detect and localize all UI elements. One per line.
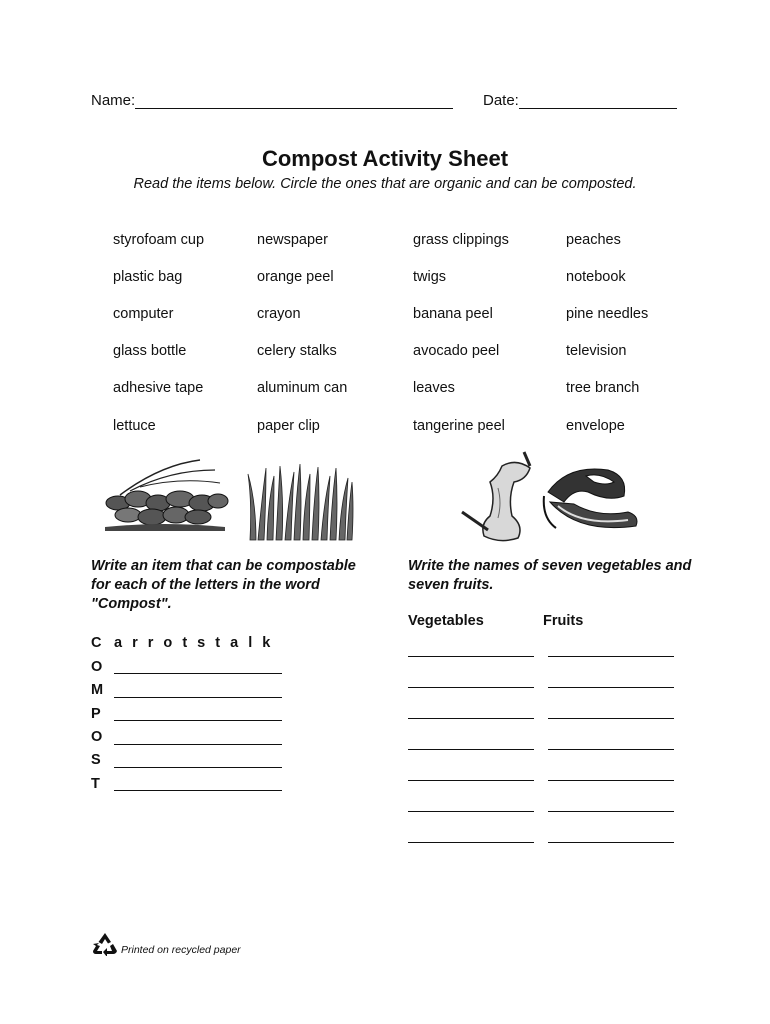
list-item[interactable]: crayon — [257, 306, 301, 322]
list-item[interactable]: adhesive tape — [113, 380, 204, 396]
vegetable-line[interactable] — [408, 842, 534, 843]
date-blank[interactable] — [519, 94, 677, 109]
list-item[interactable]: pine needles — [566, 306, 649, 322]
list-item[interactable]: glass bottle — [113, 343, 187, 359]
letter-t: T — [91, 776, 100, 792]
example-answer: a r r o t s t a l k — [114, 635, 274, 651]
apple-core-icon — [454, 448, 538, 544]
answer-line[interactable] — [114, 697, 282, 698]
list-item[interactable]: avocado peel — [413, 343, 500, 359]
list-item[interactable]: celery stalks — [257, 343, 337, 359]
vegetable-line[interactable] — [408, 718, 534, 719]
fruit-line[interactable] — [548, 780, 674, 781]
fruit-line[interactable] — [548, 811, 674, 812]
letter-p: P — [91, 706, 101, 722]
letter-c: C — [91, 635, 102, 651]
fruit-line[interactable] — [548, 656, 674, 657]
leaves-pile-icon — [100, 455, 230, 540]
list-item[interactable]: television — [566, 343, 627, 359]
list-item[interactable]: styrofoam cup — [113, 232, 205, 248]
answer-line[interactable] — [114, 790, 282, 791]
grass-icon — [244, 462, 356, 542]
answer-line[interactable] — [114, 720, 282, 721]
name-label: Name: — [91, 92, 136, 109]
page-title: Compost Activity Sheet — [261, 146, 509, 171]
name-field — [91, 92, 453, 109]
letter-m: M — [91, 682, 104, 698]
answer-line[interactable] — [114, 744, 282, 745]
footer-note: Printed on recycled paper — [121, 944, 241, 956]
letter-o: O — [91, 729, 103, 745]
vegetable-line[interactable] — [408, 656, 534, 657]
list-item[interactable]: twigs — [413, 269, 447, 285]
list-item[interactable]: notebook — [566, 269, 626, 285]
fruit-line[interactable] — [548, 842, 674, 843]
instructions: Read the items below. Circle the ones that are organic and can be composted. — [133, 176, 637, 192]
fruits-heading: Fruits — [543, 613, 584, 629]
letter-o: O — [91, 659, 103, 675]
list-item[interactable]: paper clip — [257, 418, 320, 434]
vegetables-heading: Vegetables — [408, 613, 484, 629]
veg-fruit-section-heading: Write the names of seven vegetables and seven fruits. — [408, 558, 692, 593]
list-item[interactable]: envelope — [566, 418, 625, 434]
banana-peel-icon — [538, 462, 642, 540]
list-item[interactable]: peaches — [566, 232, 621, 248]
answer-line[interactable] — [114, 673, 282, 674]
list-item[interactable]: leaves — [413, 380, 455, 396]
answer-line[interactable] — [114, 767, 282, 768]
list-item[interactable]: plastic bag — [113, 269, 183, 285]
list-item[interactable]: orange peel — [257, 269, 334, 285]
compost-section-heading: Write an item that can be compostable for each of the letters in the word "Compost". — [91, 558, 356, 612]
list-item[interactable]: newspaper — [257, 232, 328, 248]
fruit-line[interactable] — [548, 687, 674, 688]
letter-s: S — [91, 752, 101, 768]
name-blank[interactable] — [135, 94, 453, 109]
date-label: Date: — [483, 92, 519, 109]
list-item[interactable]: banana peel — [413, 306, 493, 322]
date-field — [483, 92, 677, 109]
list-item[interactable]: aluminum can — [257, 380, 348, 396]
fruit-line[interactable] — [548, 749, 674, 750]
list-item[interactable]: tree branch — [566, 380, 640, 396]
vegetable-line[interactable] — [408, 811, 534, 812]
list-item[interactable]: tangerine peel — [413, 418, 505, 434]
fruit-line[interactable] — [548, 718, 674, 719]
vegetable-line[interactable] — [408, 749, 534, 750]
vegetable-line[interactable] — [408, 687, 534, 688]
list-item[interactable]: grass clippings — [413, 232, 509, 248]
recycle-icon — [92, 932, 118, 956]
list-item[interactable]: lettuce — [113, 418, 156, 434]
vegetable-line[interactable] — [408, 780, 534, 781]
list-item[interactable]: computer — [113, 306, 174, 322]
